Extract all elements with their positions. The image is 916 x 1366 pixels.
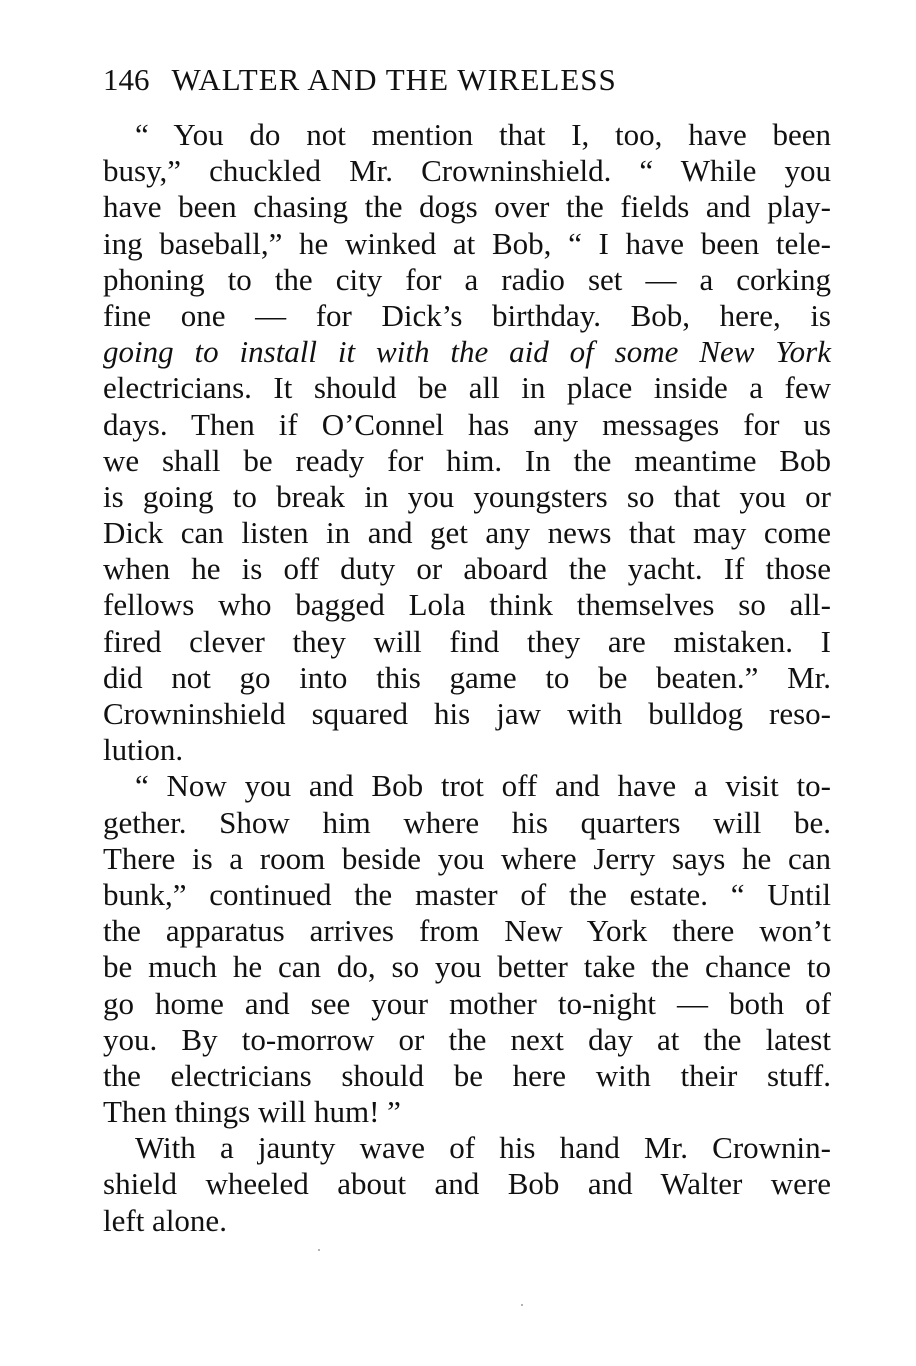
text-line: left alone. bbox=[103, 1202, 227, 1238]
text-line: go home and see your mother to-night — both of bbox=[103, 985, 831, 1021]
page-header bbox=[103, 58, 830, 102]
text-line: you. By to-morrow or the next day at the latest bbox=[103, 1021, 831, 1057]
paper-speck bbox=[318, 1249, 320, 1251]
text-line: we shall be ready for him. In the meantime Bob bbox=[103, 442, 831, 478]
text-line: is going to break in you youngsters so that you or bbox=[103, 478, 831, 514]
text-line: phoning to the city for a radio set — a corking bbox=[103, 261, 831, 297]
text-line: With a jaunty wave of his hand Mr. Crownin- bbox=[135, 1130, 831, 1166]
text-line: fellows who bagged Lola think themselves so all- bbox=[103, 587, 831, 623]
text-line: Dick can listen in and get any news that may come bbox=[103, 515, 831, 551]
text-line: days. Then if O’Connel has any messages for us bbox=[103, 406, 831, 442]
text-line: “ Now you and Bob trot off and have a visit to- bbox=[135, 768, 831, 804]
running-title: WALTER AND THE WIRELESS bbox=[171, 62, 617, 97]
text-line: busy,” chuckled Mr. Crowninshield. “ While you bbox=[103, 153, 831, 189]
text-line: “ You do not mention that I, too, have been bbox=[135, 117, 831, 152]
text-line: be much he can do, so you better take the chance to bbox=[103, 949, 831, 985]
body-text bbox=[103, 117, 831, 1239]
text-line: electricians. It should be all in place inside a few bbox=[103, 370, 831, 406]
text-line: the electricians should be here with their stuff. bbox=[103, 1057, 831, 1093]
text-line: did not go into this game to be beaten.” Mr. bbox=[103, 659, 831, 695]
text-line: lution. bbox=[103, 732, 184, 768]
text-line: fired clever they will find they are mistaken. I bbox=[103, 623, 831, 659]
text-line: ing baseball,” he winked at Bob, “ I have been tele- bbox=[103, 225, 831, 261]
text-line: There is a room beside you where Jerry says he can bbox=[103, 840, 831, 876]
text-line: Crowninshield squared his jaw with bulldog reso- bbox=[103, 696, 831, 731]
text-line: going to install it with the aid of some New York bbox=[103, 334, 831, 370]
page-number: 146 bbox=[103, 62, 150, 97]
paper-speck bbox=[521, 1304, 523, 1306]
text-line: when he is off duty or aboard the yacht. If those bbox=[103, 551, 831, 587]
text-line: the apparatus arrives from New York there won’t bbox=[103, 913, 831, 949]
text-line: have been chasing the dogs over the fields and play- bbox=[103, 189, 831, 225]
text-line: gether. Show him where his quarters will be. bbox=[103, 804, 831, 840]
text-line: Then things will hum! ” bbox=[103, 1094, 401, 1130]
text-line: bunk,” continued the master of the estate. “ Until bbox=[103, 876, 831, 912]
text-line: shield wheeled about and Bob and Walter were bbox=[103, 1166, 831, 1202]
text-line: fine one — for Dick’s birthday. Bob, here, is bbox=[103, 297, 831, 333]
